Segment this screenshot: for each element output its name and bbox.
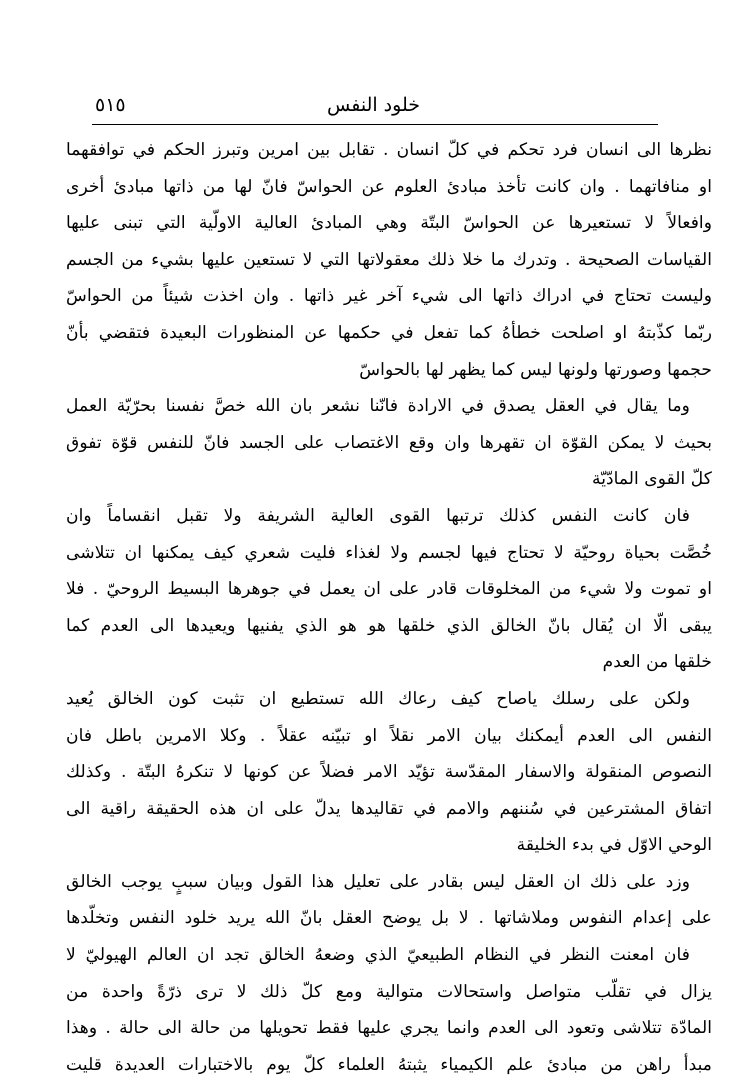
body-text	[66, 132, 712, 1083]
text-line: فان امعنت النظر في النظام الطبيعيّ الذي وضعهُ الخالق تجد ان العالم الهيوليّ لا	[66, 945, 690, 966]
text-line: خلقها من العدم	[602, 652, 712, 673]
running-title: خلود النفس	[327, 94, 420, 116]
text-line: يبقى الّا ان يُقال بانّ الخالق الذي خلقها هو هو الذي يفنيها ويعيدها الى العدم كما	[66, 615, 712, 636]
text-line: كلّ القوى المادّيّة	[591, 469, 712, 490]
text-line: وزد على ذلك ان العقل ليس بقادر على تعليل هذا القول وبيان سببٍ يوجب الخالق	[66, 871, 690, 892]
text-line: النفس الى العدم أيمكنك بيان الامر نقلاً او تبيّنه عقلاً . وكلا الامرين باطل فان	[66, 725, 712, 746]
text-line: حجمها وصورتها ولونها ليس كما يظهر لها بالحواسّ	[359, 359, 712, 380]
text-line: على إعدام النفوس وملاشاتها . لا بل يوضح العقل بانّ الله يريد خلود النفس وتخلّدها	[66, 908, 712, 929]
text-line: او منافاتهما . وان كانت تأخذ مبادئ العلوم عن الحواسّ فانّ لها من ذاتها مبادئ أخرى	[66, 176, 712, 197]
text-line: وما يقال في العقل يصدق في الارادة فانّنا نشعر بان الله خصَّ نفسنا بحرّيّة العمل	[66, 396, 690, 417]
text-line: ربّما كذّبتهُ او اصلحت خطأهُ كما تفعل في حكمها عن المنظورات البعيدة فتقضي بأنّ	[66, 322, 712, 343]
text-line: خُصَّت بحياة روحيّة لا تحتاج فيها لجسم ولا لغذاء فليت شعري كيف يمكنها ان تتلاشى	[66, 542, 712, 563]
text-line: وليست تحتاج في ادراك ذاتها الى شيء آخر غير ذاتها . وان اخذت شيئاً من الحواسّ	[66, 286, 712, 307]
page-header	[95, 88, 652, 116]
header-rule	[92, 124, 658, 125]
text-line: بحيث لا يمكن القوّة ان تقهرها وان وقع الاغتصاب على الجسد فانّ للنفس قوّة تفوق	[66, 432, 712, 453]
text-line: اتفاق المشترعين في سُننهم والامم في تقاليدها يدلّ على ان هذه الحقيقة راقية الى	[66, 798, 712, 819]
text-line: او تموت ولا شيء من المخلوقات قادر على ان يعمل في جوهرها البسيط الروحيّ . فلا	[66, 579, 712, 600]
text-line: نظرها الى انسان فرد تحكم في كلّ انسان . تقابل بين امرين وتبرز الحكم في توافقهما	[66, 140, 712, 160]
text-line: القياسات الصحيحة . وتدرك ما خلا ذلك معقولاتها التي لا تستعين عليها بشيء من الجسم	[66, 249, 712, 270]
text-line: يزال في تقلّب متواصل واستحالات متوالية ومع كلّ ذلك لا ترى ذرّةً واحدة من	[66, 981, 712, 1002]
text-line: فان كانت النفس كذلك ترتبها القوى العالية الشريفة ولا تقبل انقساماً وان	[66, 505, 690, 526]
text-line: النصوص المنقولة والاسفار المقدّسة تؤيّد الامر فضلاً عن كونها لا تنكرهُ البتّة . وكذلك	[66, 762, 712, 783]
text-line: وافعالاً لا تستعيرها عن الحواسّ البتّة وهي المبادئ العالية الاولّية التي تبنى عليها	[66, 213, 712, 234]
text-line: الوحي الاوّل في بدء الخليقة	[516, 835, 712, 856]
page-number: ٥١٥	[95, 94, 126, 116]
text-line: مبدأ راهن من مبادئ علم الكيمياء يثبتهُ العلماء كلّ يوم بالاختبارات العديدة قليت	[66, 1054, 712, 1075]
text-line: المادّة تتلاشى وتعود الى العدم وانما يجري عليها فقط تحويلها من حالة الى حالة . وهذا	[66, 1018, 712, 1039]
text-line: ولكن على رسلك ياصاح كيف رعاك الله تستطيع ان تثبت كون الخالق يُعيد	[66, 688, 690, 709]
